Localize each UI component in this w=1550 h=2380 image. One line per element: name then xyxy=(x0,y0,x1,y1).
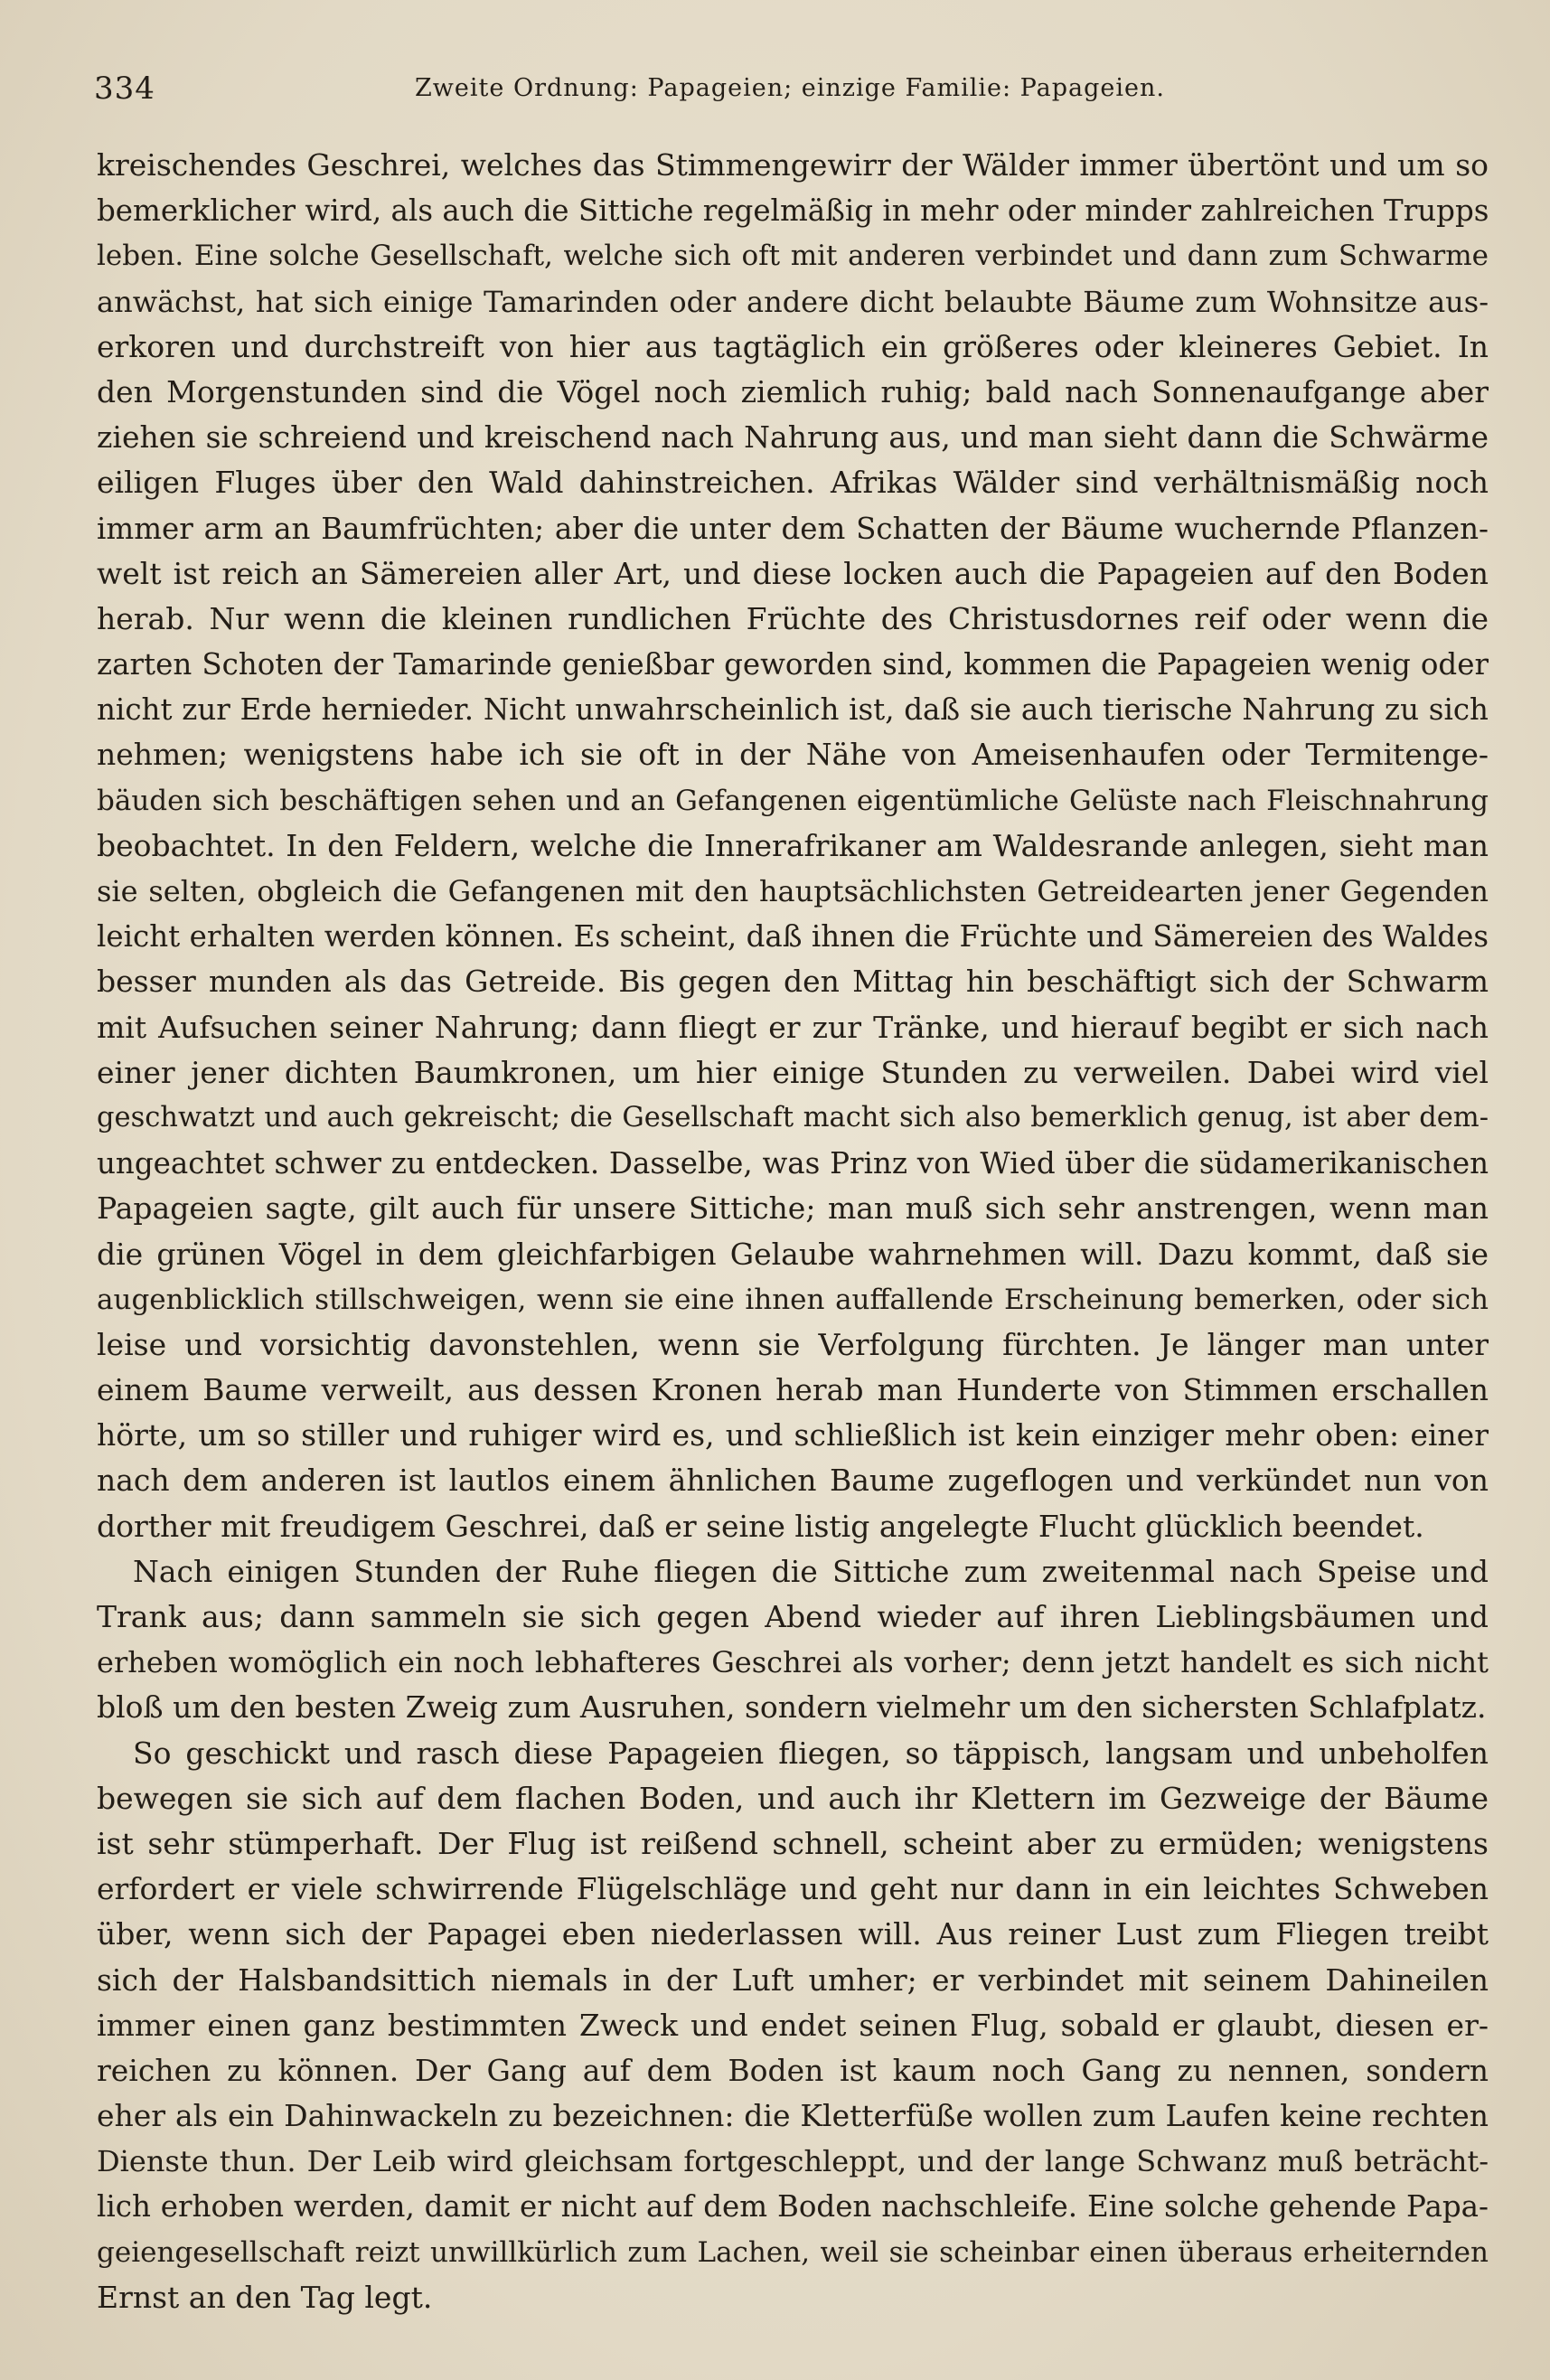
text-line: bloß um den besten Zweig zum Ausruhen, sondern vielmehr um den sichersten Schlafplatz. xyxy=(97,1689,1487,1726)
text-line: nicht zur Erde hernieder. Nicht unwahrscheinlich ist, daß sie auch tierische Nahrung zu sich xyxy=(97,692,1489,728)
text-line: leicht erhalten werden können. Es scheint, daß ihnen die Früchte und Sämereien des Waldes xyxy=(97,919,1489,955)
text-line: besser munden als das Getreide. Bis gegen den Mittag hin beschäftigt sich der Schwarm xyxy=(97,964,1489,1000)
text-line: bemerklicher wird, als auch die Sittiche regelmäßig in mehr oder minder zahlreichen Trupps xyxy=(97,193,1489,229)
text-line: eher als ein Dahinwackeln zu bezeichnen: die Kletterfüße wollen zum Laufen keine rechten xyxy=(97,2098,1489,2134)
text-line: ungeachtet schwer zu entdecken. Dasselbe, was Prinz von Wied über die südamerikanischen xyxy=(97,1146,1489,1181)
text-line: sich der Halsbandsittich niemals in der Luft umher; er verbindet mit seinem Dahineilen xyxy=(97,1961,1489,1998)
text-line: einer jener dichten Baumkronen, um hier einige Stunden zu verweilen. Dabei wird viel xyxy=(97,1054,1489,1090)
text-line: herab. Nur wenn die kleinen rundlichen Früchte des Christusdornes reif oder wenn die xyxy=(97,600,1489,636)
text-line: kreischendes Geschrei, welches das Stimmengewirr der Wälder immer übertönt und um so xyxy=(97,147,1489,183)
text-line: zarten Schoten der Tamarinde genießbar geworden sind, kommen die Papageien wenig oder xyxy=(97,647,1489,682)
text-line: hörte, um so stiller und ruhiger wird es, und schließlich ist kein einziger mehr oben: einer xyxy=(97,1417,1489,1453)
text-line: eiligen Fluges über den Wald dahinstreichen. Afrikas Wälder sind verhältnismäßig noch xyxy=(97,465,1489,501)
text-line: immer einen ganz bestimmten Zweck und endet seinen Flug, sobald er glaubt, diesen er- xyxy=(97,2007,1489,2043)
text-line: erkoren und durchstreift von hier aus tagtäglich ein größeres oder kleineres Gebiet. In xyxy=(97,328,1489,364)
text-line: die grünen Vögel in dem gleichfarbigen Gelaube wahrnehmen will. Dazu kommt, daß sie xyxy=(97,1236,1489,1272)
text-line: beobachtet. In den Feldern, welche die Innerafrikaner am Waldesrande anlegen, sieht man xyxy=(97,827,1489,863)
text-line: erheben womöglich ein noch lebhafteres Geschrei als vorher; denn jetzt handelt es sich nicht xyxy=(97,1645,1489,1680)
text-line: reichen zu können. Der Gang auf dem Boden ist kaum noch Gang zu nennen, sondern xyxy=(97,2052,1489,2088)
text-line: Trank aus; dann sammeln sie sich gegen Abend wieder auf ihren Lieblingsbäumen und xyxy=(97,1599,1489,1634)
text-line: erfordert er viele schwirrende Flügelschläge und geht nur dann in ein leichtes Schweben xyxy=(97,1871,1489,1907)
page-number: 334 xyxy=(94,71,155,107)
text-line: leise und vorsichtig davonstehlen, wenn sie Verfolgung fürchten. Je länger man unter xyxy=(97,1326,1489,1362)
text-line: lich erhoben werden, damit er nicht auf dem Boden nachschleife. Eine solche gehende Papa- xyxy=(97,2189,1489,2225)
body-text xyxy=(97,143,1489,2320)
text-line: sie selten, obgleich die Gefangenen mit den hauptsächlichsten Getreidearten jener Gegenden xyxy=(97,874,1489,908)
running-head: Zweite Ordnung: Papageien; einzige Familie: Papageien. xyxy=(415,74,1165,102)
text-line: den Morgenstunden sind die Vögel noch ziemlich ruhig; bald nach Sonnenaufgange aber xyxy=(97,373,1489,409)
text-line: ziehen sie schreiend und kreischend nach Nahrung aus, und man sieht dann die Schwärme xyxy=(97,419,1489,456)
text-line: leben. Eine solche Gesellschaft, welche sich oft mit anderen verbindet und dann zum Schwarme xyxy=(97,240,1489,273)
text-line: welt ist reich an Sämereien aller Art, und diese locken auch die Papageien auf den Boden xyxy=(97,555,1489,591)
page-header xyxy=(94,71,1486,107)
text-line: immer arm an Baumfrüchten; aber die unter dem Schatten der Bäume wuchernde Pflanzen- xyxy=(97,511,1489,546)
text-line: ist sehr stümperhaft. Der Flug ist reißend schnell, scheint aber zu ermüden; wenigstens xyxy=(97,1825,1489,1861)
text-line: Dienste thun. Der Leib wird gleichsam fortgeschleppt, und der lange Schwanz muß beträcht- xyxy=(97,2144,1489,2179)
text-line: über, wenn sich der Papagei eben niederlassen will. Aus reiner Lust zum Fliegen treibt xyxy=(97,1916,1489,1952)
text-line: Papageien sagte, gilt auch für unsere Sittiche; man muß sich sehr anstrengen, wenn man xyxy=(97,1190,1489,1227)
text-line: Ernst an den Tag legt. xyxy=(97,2279,433,2315)
text-line: dorther mit freudigem Geschrei, daß er seine listig angelegte Flucht glücklich beendet. xyxy=(97,1508,1424,1544)
text-line: geiengesellschaft reizt unwillkürlich zum Lachen, weil sie scheinbar einen überaus erheiternden xyxy=(97,2235,1489,2269)
text-line: So geschickt und rasch diese Papageien fliegen, so täppisch, langsam und unbeholfen xyxy=(133,1735,1489,1771)
text-line: nach dem anderen ist lautlos einem ähnlichen Baume zugeflogen und verkündet nun von xyxy=(97,1463,1489,1499)
text-line: Nach einigen Stunden der Ruhe fliegen die Sittiche zum zweitenmal nach Speise und xyxy=(133,1553,1489,1589)
text-line: anwächst, hat sich einige Tamarinden oder andere dicht belaubte Bäume zum Wohnsitze aus- xyxy=(97,284,1489,319)
text-line: bewegen sie sich auf dem flachen Boden, und auch ihr Klettern im Gezweige der Bäume xyxy=(97,1780,1489,1816)
text-line: mit Aufsuchen seiner Nahrung; dann fliegt er zur Tränke, und hierauf begibt er sich nach xyxy=(97,1009,1489,1045)
text-line: nehmen; wenigstens habe ich sie oft in der Nähe von Ameisenhaufen oder Termitenge- xyxy=(97,737,1489,773)
text-line: einem Baume verweilt, aus dessen Kronen herab man Hunderte von Stimmen erschallen xyxy=(97,1372,1489,1408)
text-line: augenblicklich stillschweigen, wenn sie eine ihnen auffallende Erscheinung bemerken, oder sich xyxy=(97,1283,1489,1316)
text-line: bäuden sich beschäftigen sehen und an Gefangenen eigentümliche Gelüste nach Fleischnahrung xyxy=(97,784,1489,817)
text-line: geschwatzt und auch gekreischt; die Gesellschaft macht sich also bemerklich genug, ist aber dem- xyxy=(97,1101,1489,1134)
